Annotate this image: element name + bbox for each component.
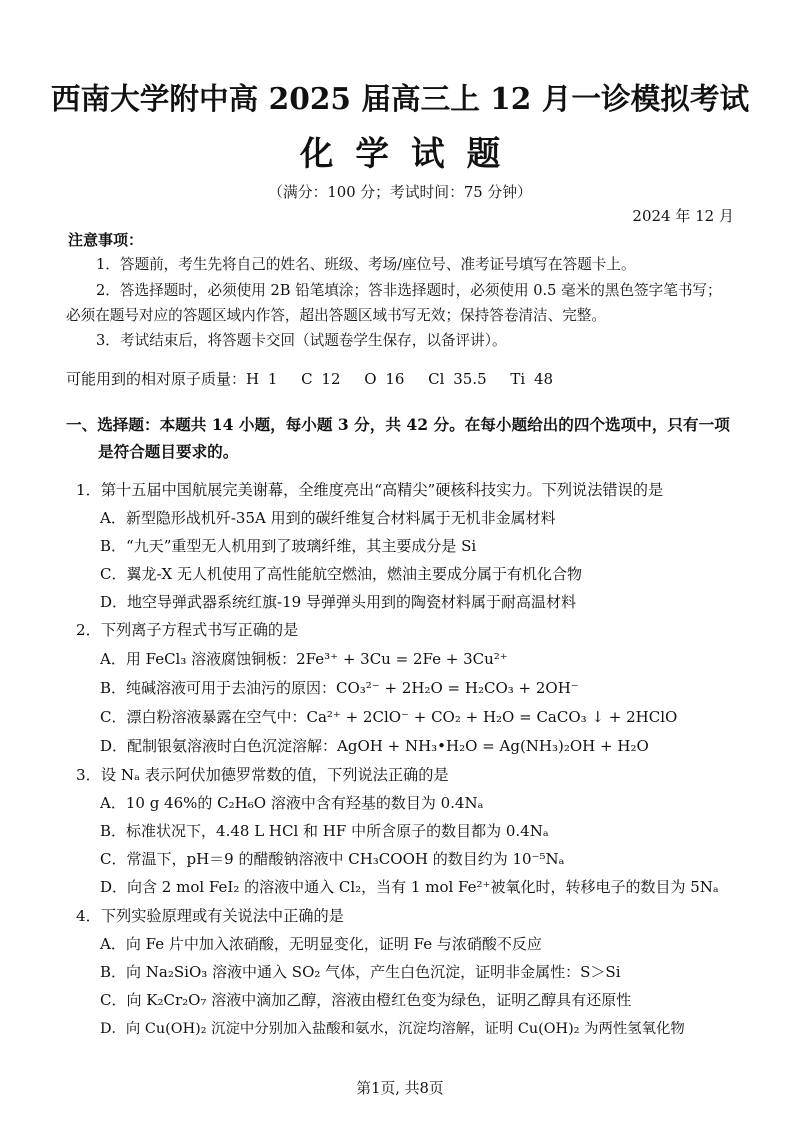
option-a: A．10 g 46%的 C₂H₆O 溶液中含有羟基的数目为 0.4Nₐ <box>100 794 484 812</box>
question-stem: 3．设 Nₐ 表示阿伏加德罗常数的值，下列说法正确的是 <box>76 766 449 784</box>
notice-item: 1．答题前，考生先将自己的姓名、班级、考场/座位号、准考证号填写在答题卡上。 <box>96 256 636 273</box>
option-c: C．向 K₂Cr₂O₇ 溶液中滴加乙醇，溶液由橙红色变为绿色，证明乙醇具有还原性 <box>100 991 632 1009</box>
option-a: A．向 Fe 片中加入浓硝酸，无明显变化，证明 Fe 与浓硝酸不反应 <box>100 935 542 953</box>
option-b: B．向 Na₂SiO₃ 溶液中通入 SO₂ 气体，产生白色沉淀，证明非金属性：S＞Si <box>100 963 621 981</box>
option-a: A．新型隐形战机歼-35A 用到的碳纤维复合材料属于无机非金属材料 <box>100 509 556 527</box>
notice-item: 2．答选择题时，必须使用 2B 铅笔填涂；答非选择题时，必须使用 0.5 毫米的黑色签字笔书写； <box>96 282 722 299</box>
section-heading: 一、选择题：本题共 14 小题，每小题 3 分，共 42 分。在每小题给出的四个选项中，只有一项 <box>66 415 730 434</box>
option-b: B．标准状况下，4.48 L HCl 和 HF 中所含原子的数目都为 0.4Nₐ <box>100 822 549 840</box>
option-d: D．向含 2 mol FeI₂ 的溶液中通入 Cl₂，当有 1 mol Fe²⁺被氧化时，转移电子的数目为 5Nₐ <box>100 878 719 896</box>
question-stem: 4．下列实验原理或有关说法中正确的是 <box>76 907 344 925</box>
option-b: B．“九天”重型无人机用到了玻璃纤维，其主要成分是 Si <box>100 537 477 555</box>
option-b: B．纯碱溶液可用于去油污的原因：CO₃²⁻ + 2H₂O = H₂CO₃ + 2OH⁻ <box>100 679 579 697</box>
exam-title: 西南大学附中高 2025 届高三上 12 月一诊模拟考试 <box>50 81 750 116</box>
exam-meta: （满分：100 分；考试时间：75 分钟） <box>268 184 532 201</box>
notice-item: 3．考试结束后，将答题卡交回（试题卷学生保存，以备评讲）。 <box>96 332 507 349</box>
notice-heading: 注意事项： <box>68 231 144 249</box>
option-c: C．漂白粉溶液暴露在空气中：Ca²⁺ + 2ClO⁻ + CO₂ + H₂O = CaCO₃ ↓ + 2HClO <box>100 708 678 726</box>
option-d: D．地空导弹武器系统红旗-19 导弹弹头用到的陶瓷材料属于耐高温材料 <box>100 593 576 611</box>
question-stem: 2．下列离子方程式书写正确的是 <box>76 621 299 639</box>
option-d: D．配制银氨溶液时白色沉淀溶解：AgOH + NH₃•H₂O = Ag(NH₃)₂OH + H₂O <box>100 737 649 755</box>
section-heading-cont: 是符合题目要求的。 <box>98 442 239 461</box>
question-stem: 1．第十五届中国航展完美谢幕，全维度亮出“高精尖”硬核科技实力。下列说法错误的是 <box>76 481 664 499</box>
atomic-mass-line: 可能用到的相对原子质量：H 1 C 12 O 16 Cl 35.5 Ti 48 <box>66 370 554 388</box>
option-c: C．翼龙-X 无人机使用了高性能航空燃油，燃油主要成分属于有机化合物 <box>100 565 582 583</box>
option-d: D．向 Cu(OH)₂ 沉淀中分别加入盐酸和氨水，沉淀均溶解，证明 Cu(OH)₂ 为两性氢氧化物 <box>100 1021 685 1037</box>
subject-title: 化学试题 <box>299 133 523 173</box>
notice-item: 必须在题号对应的答题区域内作答，超出答题区域书写无效；保持答卷清洁、完整。 <box>66 307 606 324</box>
option-c: C．常温下，pH＝9 的醋酸钠溶液中 CH₃COOH 的数目约为 10⁻⁵Nₐ <box>100 850 565 868</box>
option-a: A．用 FeCl₃ 溶液腐蚀铜板：2Fe³⁺ + 3Cu = 2Fe + 3Cu²⁺ <box>100 650 508 668</box>
exam-date: 2024 年 12 月 <box>632 207 734 225</box>
page-footer: 第1页, 共8页 <box>356 1080 444 1097</box>
